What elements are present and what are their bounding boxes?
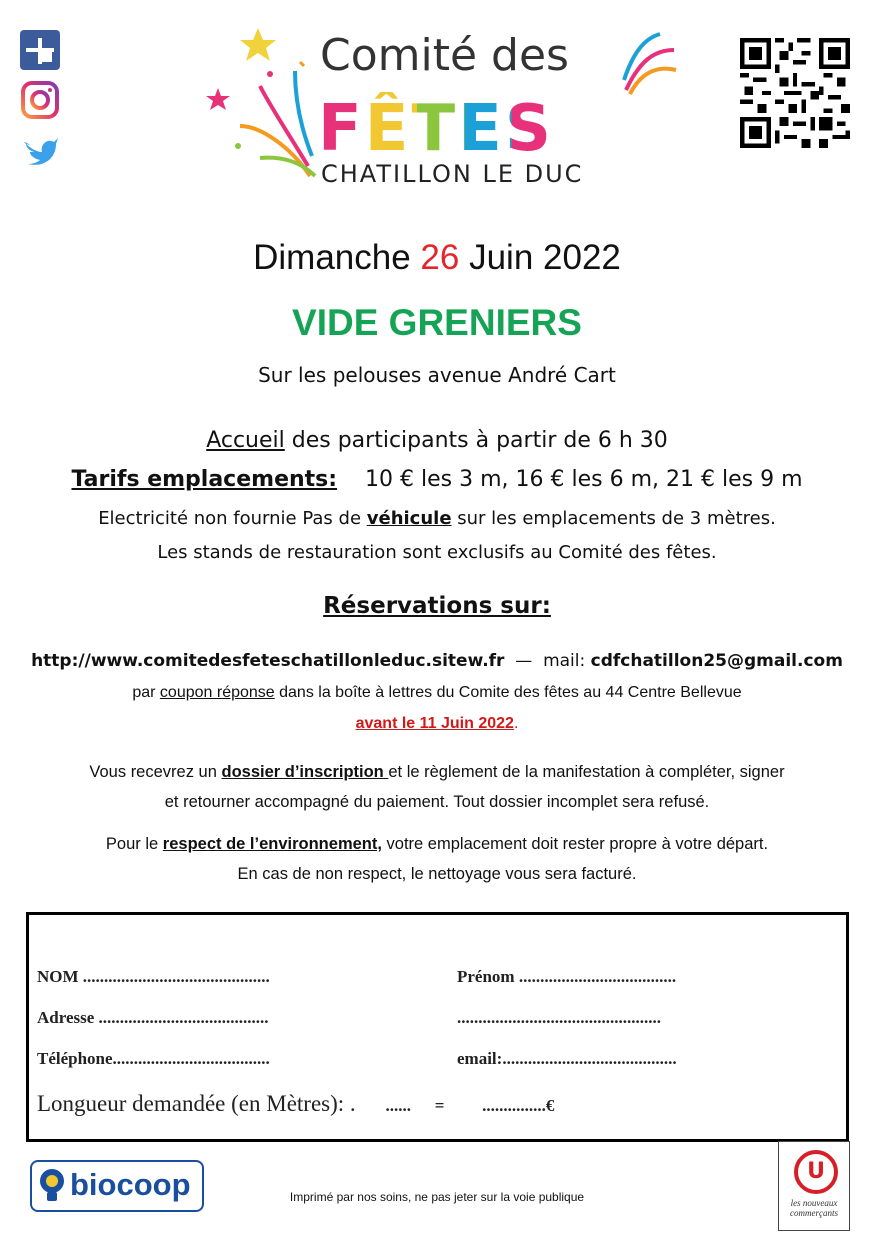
nom-field[interactable]: NOM ............................................ bbox=[37, 967, 270, 986]
euro-field: ...............€ bbox=[482, 1096, 555, 1115]
logo-title: Comité des bbox=[320, 30, 569, 81]
longueur-field[interactable] bbox=[37, 1091, 554, 1117]
qr-code[interactable] bbox=[740, 38, 850, 148]
fireworks-illustration bbox=[200, 26, 320, 196]
accueil-text: des participants à partir de 6 h 30 bbox=[284, 428, 668, 453]
p1-pre: Vous recevrez un bbox=[89, 763, 222, 781]
p2-bold: respect de l’environnement, bbox=[162, 835, 382, 853]
instagram-icon[interactable] bbox=[20, 80, 60, 120]
date-day: 26 bbox=[420, 238, 460, 277]
deadline-end: . bbox=[513, 715, 519, 732]
facebook-icon[interactable] bbox=[20, 30, 60, 70]
u-text: les nouveaux commerçants bbox=[790, 1198, 838, 1218]
longueur-dots: ...... bbox=[385, 1096, 411, 1115]
fireworks-right bbox=[620, 30, 680, 100]
p2-pre: Pour le bbox=[105, 835, 163, 853]
twitter-icon[interactable] bbox=[20, 130, 60, 170]
tarifs-text: 10 € les 3 m, 16 € les 6 m, 21 € les 9 m bbox=[365, 467, 803, 492]
mail-link[interactable]: cdfchatillon25@gmail.com bbox=[590, 651, 843, 671]
separator: — bbox=[515, 651, 533, 671]
email-field[interactable]: email:......................................... bbox=[457, 1049, 677, 1068]
reservations-heading: Réservations sur: bbox=[323, 593, 551, 619]
longueur-label: Longueur demandée (en Mètres): . bbox=[37, 1091, 356, 1116]
p2-line2: En cas de non respect, le nettoyage vous sera facturé. bbox=[237, 865, 637, 883]
mail-label: mail: bbox=[543, 651, 586, 671]
event-place: Sur les pelouses avenue André Cart bbox=[258, 363, 616, 387]
logo-city: CHATILLON LE DUC bbox=[321, 160, 584, 188]
biocoop-text: biocoop bbox=[70, 1167, 191, 1202]
date-suffix: Juin 2022 bbox=[469, 238, 621, 277]
coupon-pre: par bbox=[132, 684, 160, 701]
p1-bold: dossier d’inscription bbox=[221, 763, 389, 781]
coupon-form bbox=[26, 912, 849, 1142]
tarifs-label: Tarifs emplacements: bbox=[71, 467, 338, 492]
telephone-field[interactable]: Téléphone..................................... bbox=[37, 1049, 270, 1068]
stands-line: Les stands de restauration sont exclusifs au Comité des fêtes. bbox=[157, 542, 717, 563]
p1-line1: et le règlement de la manifestation à compléter, signer bbox=[388, 763, 785, 781]
p2-line1: votre emplacement doit rester propre à votre départ. bbox=[381, 835, 769, 853]
event-title: VIDE GRENIERS bbox=[292, 302, 582, 343]
elec-bold: véhicule bbox=[366, 508, 452, 529]
equals-sign: = bbox=[434, 1096, 445, 1115]
coupon-link: coupon réponse bbox=[159, 684, 275, 701]
biocoop-logo bbox=[30, 1160, 204, 1212]
contact-line bbox=[0, 651, 874, 671]
environment-paragraph bbox=[0, 829, 874, 889]
electricity-line bbox=[0, 508, 874, 529]
prenom-field[interactable]: Prénom ..................................... bbox=[457, 967, 677, 986]
adresse2-field[interactable]: ................................................ bbox=[457, 1008, 661, 1027]
deadline: avant le 11 Juin 2022 bbox=[355, 715, 514, 732]
p1-line2: et retourner accompagné du paiement. Tout dossier incomplet sera refusé. bbox=[164, 793, 710, 811]
website-link[interactable]: http://www.comitedesfeteschatillonleduc.sitew.fr bbox=[31, 651, 505, 671]
accueil-label: Accueil bbox=[206, 428, 285, 453]
date-prefix: Dimanche bbox=[253, 238, 411, 277]
event-date bbox=[0, 238, 874, 278]
elec-part1: Electricité non fournie Pas de bbox=[98, 508, 367, 529]
deadline-line bbox=[0, 715, 874, 733]
printed-notice: Imprimé par nos soins, ne pas jeter sur la voie publique bbox=[289, 1190, 585, 1204]
tarifs-line bbox=[0, 467, 874, 492]
coupon-line bbox=[0, 684, 874, 702]
logo-fetes-text: FÊTES bbox=[318, 92, 554, 166]
elec-part2: sur les emplacements de 3 mètres. bbox=[451, 508, 776, 529]
dossier-paragraph bbox=[0, 757, 874, 817]
coupon-post: dans la boîte à lettres du Comite des fêtes au 44 Centre Bellevue bbox=[274, 684, 742, 701]
accueil-line bbox=[0, 428, 874, 453]
u-logo bbox=[778, 1141, 850, 1231]
logo-fetes bbox=[318, 92, 554, 166]
u-icon: U bbox=[794, 1150, 838, 1194]
adresse-field[interactable]: Adresse ........................................ bbox=[37, 1008, 269, 1027]
